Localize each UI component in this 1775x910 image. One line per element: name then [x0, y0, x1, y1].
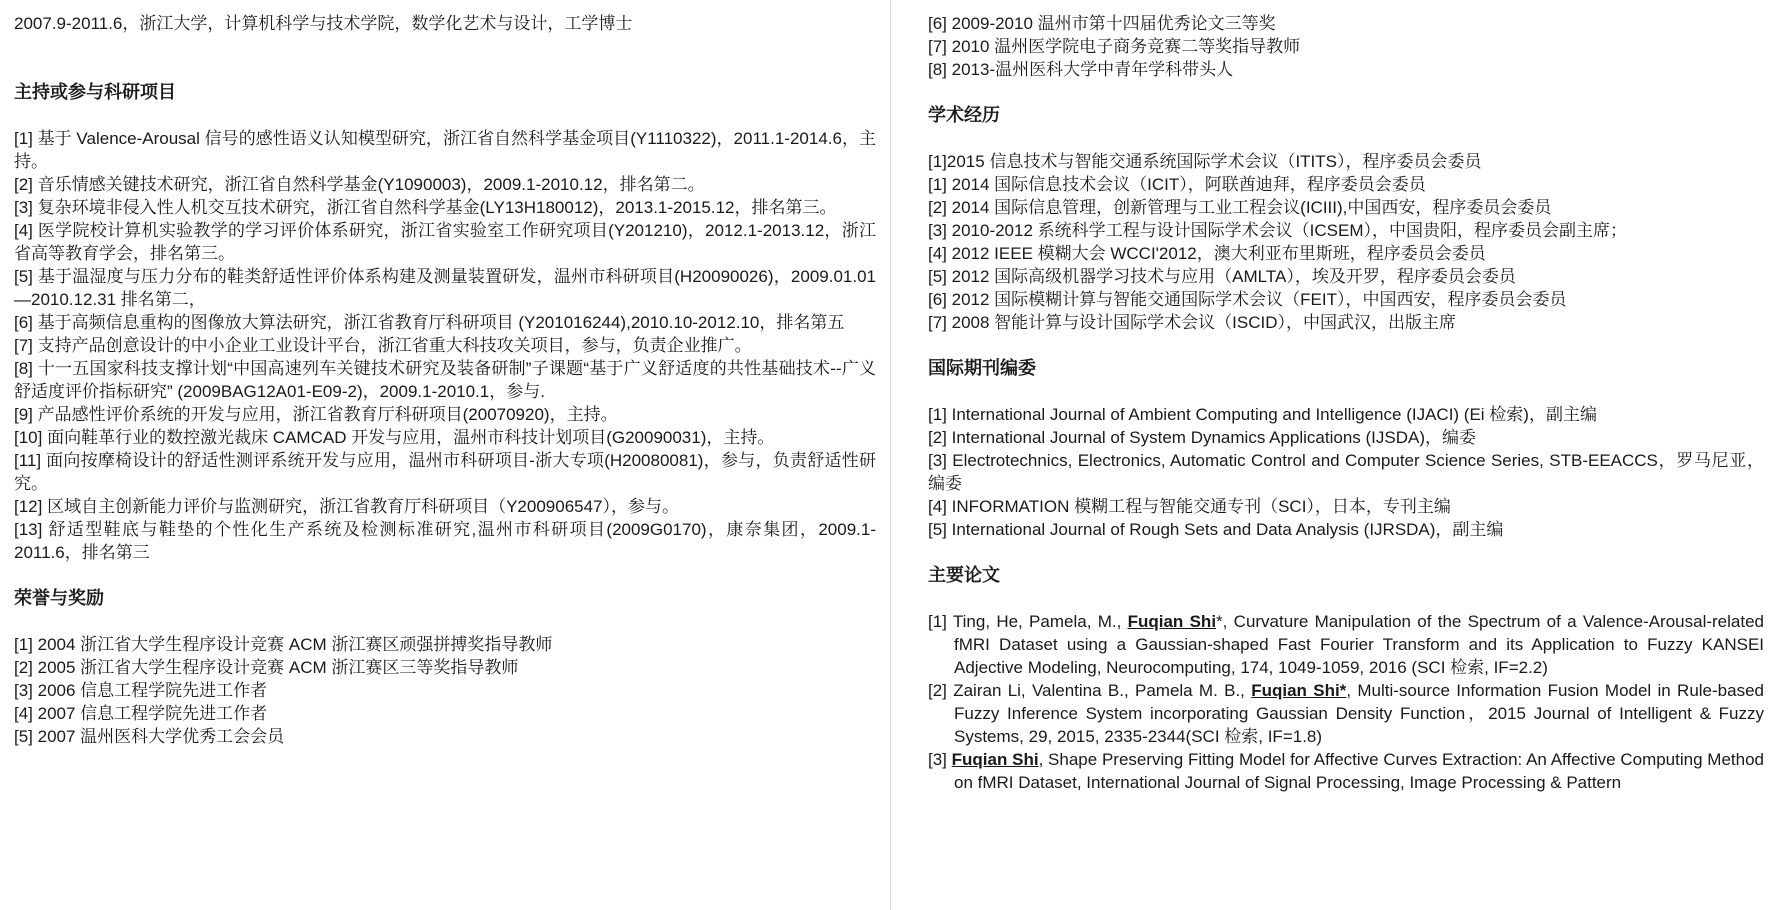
academic-item: [5] 2012 国际高级机器学习技术与应用（AMLTA），埃及开罗，程序委员会委员 [928, 267, 1516, 286]
project-item: [12] 区域自主创新能力评价与监测研究，浙江省教育厅科研项目（Y200906547），参与。 [14, 497, 680, 516]
award-item: [8] 2013-温州医科大学中青年学科带头人 [928, 60, 1234, 79]
paper-prefix: [2] Zairan Li, Valentina B., Pamela M. B., [928, 681, 1252, 700]
academic-item: [1]2015 信息技术与智能交通系统国际学术会议（ITITS），程序委员会委员 [928, 152, 1482, 171]
award-item: [2] 2005 浙江省大学生程序设计竞赛 ACM 浙江赛区三等奖指导教师 [14, 658, 519, 677]
award-item: [5] 2007 温州医科大学优秀工会会员 [14, 727, 285, 746]
award-item: [3] 2006 信息工程学院先进工作者 [14, 681, 268, 700]
papers-list [928, 610, 1764, 794]
editorial-item: [1] International Journal of Ambient Computing and Intelligence (IJACI) (Ei 检索)，副主编 [928, 405, 1597, 424]
awards-continued-list [928, 12, 1764, 81]
project-item: [11] 面向按摩椅设计的舒适性测评系统开发与应用，温州市科研项目-浙大专项(H20080081)，参与，负责舒适性研究。 [14, 451, 876, 493]
column-divider [890, 0, 891, 910]
academic-heading: 学术经历 [928, 105, 1000, 125]
editorial-list [928, 403, 1764, 541]
project-item: [7] 支持产品创意设计的中小企业工业设计平台，浙江省重大科技攻关项目，参与，负责企业推广。 [14, 336, 752, 355]
project-item: [6] 基于高频信息重构的图像放大算法研究，浙江省教育厅科研项目 (Y201016244),2010.10-2012.10，排名第五 [14, 313, 845, 332]
award-item: [4] 2007 信息工程学院先进工作者 [14, 704, 268, 723]
paper-details: , Multi-source Information Fusion Model in Rule-based Fuzzy Inference System incorporating Gaussian Density Function，2015 Journal of Intelligent & Fuzzy Systems, 29, 2015, 2335-2344(SCI 检索, IF=1.8) [954, 681, 1764, 746]
project-item: [8] 十一五国家科技支撑计划“中国高速列车关键技术研究及装备研制”子课题“基于广义舒适度的共性基础技术--广义舒适度评价指标研究” (2009BAG12A01-E09-2)，2009.1-2010.1，参与. [14, 359, 876, 401]
academic-list [928, 150, 1764, 334]
author-name: Fuqian Shi [1127, 612, 1217, 631]
editorial-item: [2] International Journal of System Dynamics Applications (IJSDA)，编委 [928, 428, 1476, 447]
editorial-item: [3] Electrotechnics, Electronics, Automatic Control and Computer Science Series, STB-EEACCS，罗马尼亚，编委 [928, 451, 1764, 493]
editorial-heading: 国际期刊编委 [928, 358, 1036, 378]
author-name: Fuqian Shi* [1251, 681, 1347, 700]
academic-item: [6] 2012 国际模糊计算与智能交通国际学术会议（FEIT），中国西安，程序委员会委员 [928, 290, 1567, 309]
paper-prefix: [1] Ting, He, Pamela, M., [928, 612, 1128, 631]
award-item: [7] 2010 温州医学院电子商务竞赛二等奖指导教师 [928, 37, 1301, 56]
project-item: [5] 基于温湿度与压力分布的鞋类舒适性评价体系构建及测量装置研发，温州市科研项目(H20090026)，2009.01.01—2010.12.31 排名第二， [14, 267, 876, 309]
paper-details: *, Curvature Manipulation of the Spectrum of a Valence-Arousal-related fMRI Dataset using a Gaussian-shaped Fast Fourier Transform and its Application to Fuzzy KANSEI Adjective Modeling, Neurocomputing, 174, 1049-1059, 2016 (SCI 检索, IF=2.2) [954, 612, 1764, 677]
paper-item [928, 610, 1764, 679]
academic-item: [2] 2014 国际信息管理，创新管理与工业工程会议(ICIII),中国西安，程序委员会委员 [928, 198, 1552, 217]
projects-list [14, 127, 876, 564]
academic-item: [1] 2014 国际信息技术会议（ICIT），阿联酋迪拜，程序委员会委员 [928, 175, 1426, 194]
academic-item: [3] 2010-2012 系统科学工程与设计国际学术会议（ICSEM），中国贵阳，程序委员会副主席； [928, 221, 1627, 240]
paper-item [928, 679, 1764, 748]
project-item: [3] 复杂环境非侵入性人机交互技术研究，浙江省自然科学基金(LY13H180012)，2013.1-2015.12，排名第三。 [14, 198, 837, 217]
academic-item: [7] 2008 智能计算与设计国际学术会议（ISCID），中国武汉，出版主席 [928, 313, 1457, 332]
project-item: [1] 基于 Valence-Arousal 信号的感性语义认知模型研究，浙江省自然科学基金项目(Y1110322)，2011.1-2014.6，主持。 [14, 129, 876, 171]
paper-details: , Shape Preserving Fitting Model for Affective Curves Extraction: An Affective Computing Method on fMRI Dataset, International Journal of Signal Processing, Image Processing & Pattern [954, 750, 1764, 792]
awards-heading: 荣誉与奖励 [14, 588, 104, 608]
project-item: [2] 音乐情感关键技术研究，浙江省自然科学基金(Y1090003)，2009.1-2010.12，排名第二。 [14, 175, 705, 194]
left-column [14, 12, 876, 748]
education-line: 2007.9-2011.6，浙江大学，计算机科学与技术学院，数学化艺术与设计，工学博士 [14, 14, 633, 33]
academic-item: [4] 2012 IEEE 模糊大会 WCCI'2012，澳大利亚布里斯班，程序委员会委员 [928, 244, 1486, 263]
right-column [928, 12, 1764, 794]
project-item: [4] 医学院校计算机实验教学的学习评价体系研究，浙江省实验室工作研究项目(Y201210)，2012.1-2013.12，浙江省高等教育学会，排名第三。 [14, 221, 876, 263]
editorial-item: [5] International Journal of Rough Sets and Data Analysis (IJRSDA)，副主编 [928, 520, 1504, 539]
papers-heading: 主要论文 [928, 565, 1000, 585]
award-item: [1] 2004 浙江省大学生程序设计竞赛 ACM 浙江赛区顽强拼搏奖指导教师 [14, 635, 553, 654]
author-name: Fuqian Shi [951, 750, 1039, 769]
project-item: [13] 舒适型鞋底与鞋垫的个性化生产系统及检测标准研究,温州市科研项目(2009G0170)，康奈集团，2009.1-2011.6，排名第三 [14, 520, 876, 562]
awards-list [14, 633, 876, 748]
project-item: [10] 面向鞋革行业的数控激光裁床 CAMCAD 开发与应用，温州市科技计划项目(G20090031)，主持。 [14, 428, 775, 447]
award-item: [6] 2009-2010 温州市第十四届优秀论文三等奖 [928, 14, 1276, 33]
paper-prefix: [3] [928, 750, 952, 769]
editorial-item: [4] INFORMATION 模糊工程与智能交通专刊（SCI），日本，专刊主编 [928, 497, 1451, 516]
paper-item [928, 748, 1764, 794]
projects-heading: 主持或参与科研项目 [14, 82, 176, 102]
project-item: [9] 产品感性评价系统的开发与应用，浙江省教育厅科研项目(20070920)，主持。 [14, 405, 618, 424]
